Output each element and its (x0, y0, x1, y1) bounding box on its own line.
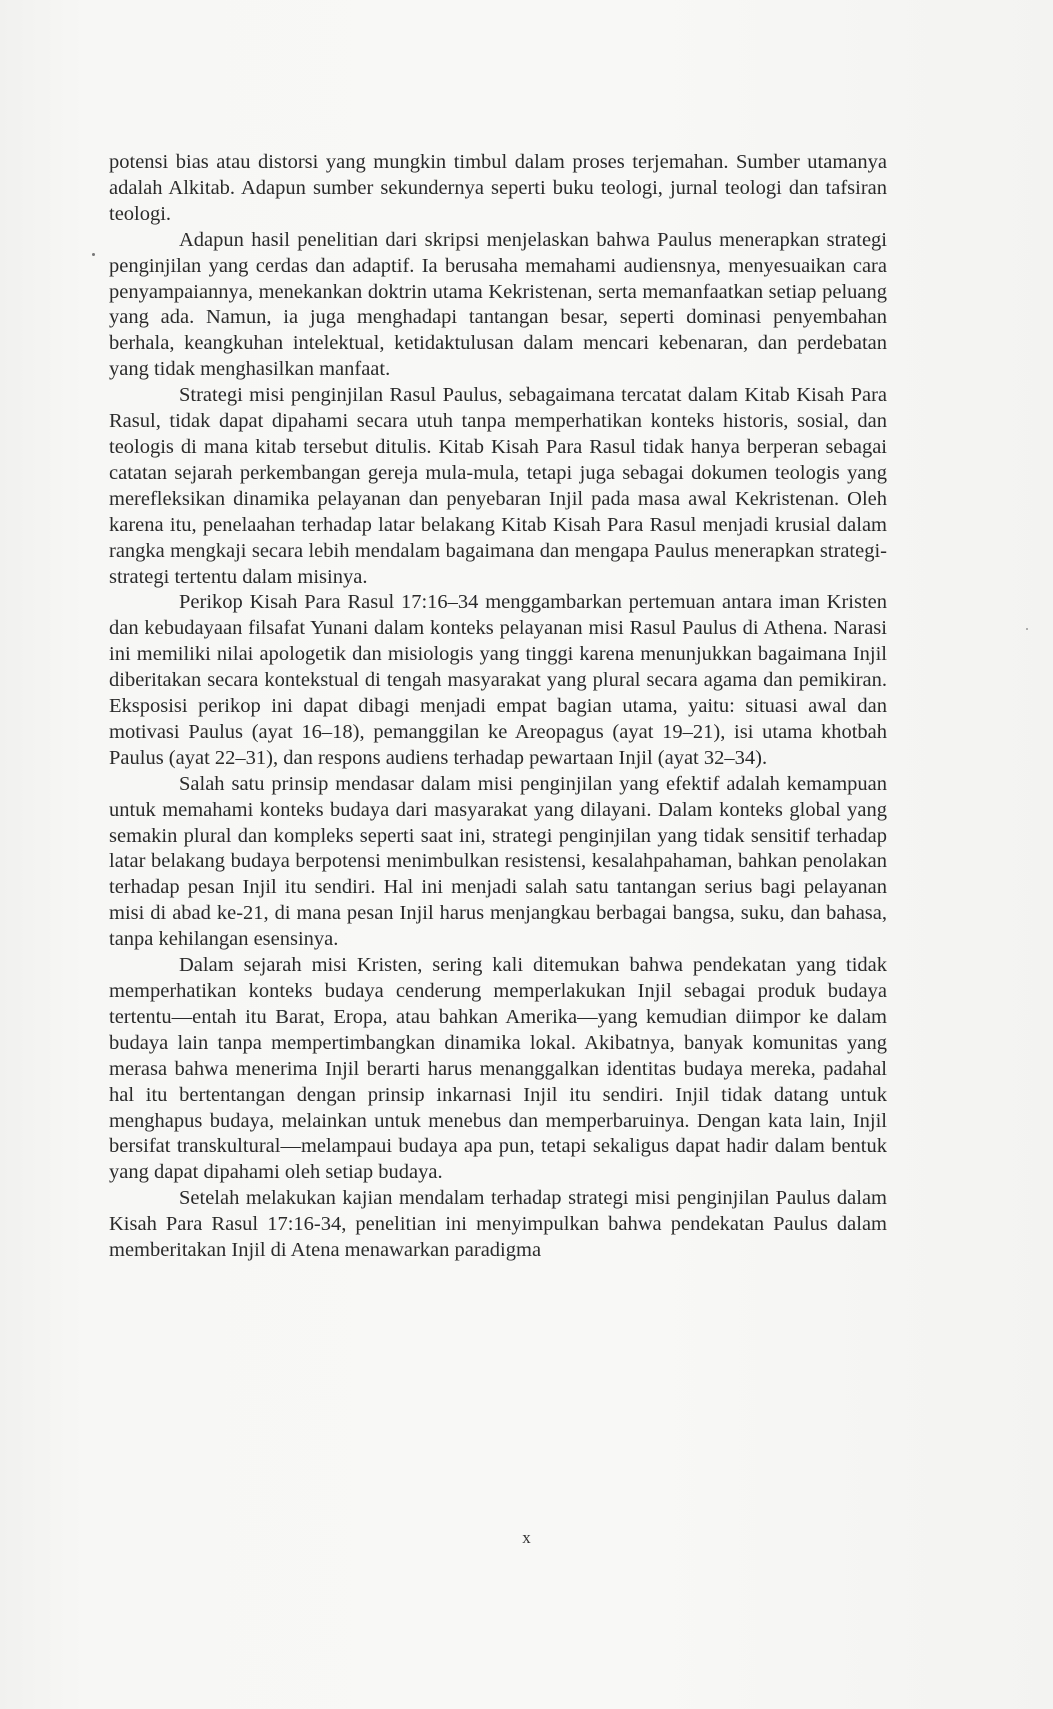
scan-speck (1026, 628, 1028, 630)
page-number: x (522, 1528, 531, 1547)
paragraph-4: Perikop Kisah Para Rasul 17:16–34 menggambarkan pertemuan antara iman Kristen dan kebudayaan filsafat Yunani dalam konteks pelayanan misi Rasul Paulus di Athena. Narasi ini memiliki nilai apologetik dan misiologis yang tinggi karena menunjukkan bagaimana Injil diberitakan secara kontekstual di tengah masyarakat yang plural secara agama dan pemikiran. Eksposisi perikop ini dapat dibagi menjadi empat bagian utama, yaitu: situasi awal dan motivasi Paulus (ayat 16–18), pemanggilan ke Areopagus (ayat 19–21), isi utama khotbah Paulus (ayat 22–31), dan respons audiens terhadap pewartaan Injil (ayat 32–34). (109, 591, 887, 769)
paragraph-7: Setelah melakukan kajian mendalam terhadap strategi misi penginjilan Paulus dalam Kisah Para Rasul 17:16-34, penelitian ini menyimpulkan bahwa pendekatan Paulus dalam memberitakan Injil di Atena menawarkan paradigma (109, 1187, 887, 1262)
paragraph-5: Salah satu prinsip mendasar dalam misi penginjilan yang efektif adalah kemampuan untuk memahami konteks budaya dari masyarakat yang dilayani. Dalam konteks global yang semakin plural dan kompleks seperti saat ini, strategi penginjilan yang tidak sensitif terhadap latar belakang budaya berpotensi menimbulkan resistensi, kesalahpahaman, bahkan penolakan terhadap pesan Injil itu sendiri. Hal ini menjadi salah satu tantangan serius bagi pelayanan misi di abad ke-21, di mana pesan Injil harus menjangkau berbagai bangsa, suku, dan bahasa, tanpa kehilangan esensinya. (109, 772, 887, 951)
paragraph-2: Adapun hasil penelitian dari skripsi menjelaskan bahwa Paulus menerapkan strategi penginjilan yang cerdas dan adaptif. Ia berusaha memahami audiensnya, menyesuaikan cara penyampaiannya, menekankan doktrin utama Kekristenan, serta memanfaatkan setiap peluang yang ada. Namun, ia juga menghadapi tantangan besar, seperti dominasi penyembahan berhala, keangkuhan intelektual, ketidaktulusan dalam mencari kebenaran, dan perdebatan yang tidak menghasilkan manfaat. (109, 228, 887, 381)
paragraph-6: Dalam sejarah misi Kristen, sering kali ditemukan bahwa pendekatan yang tidak memperhatikan konteks budaya cenderung memperlakukan Injil sebagai produk budaya tertentu—entah itu Barat, Eropa, atau bahkan Amerika—yang kemudian diimpor ke dalam budaya lain tanpa mempertimbangkan dinamika lokal. Akibatnya, banyak komunitas yang merasa bahwa menerima Injil berarti harus menanggalkan identitas budaya mereka, padahal hal itu bertentangan dengan prinsip inkarnasi Injil itu sendiri. Injil tidak datang untuk menghapus budaya, melainkan untuk menebus dan memperbaruinya. Dengan kata lain, Injil bersifat transkultural—melampaui budaya apa pun, tetapi sekaligus dapat hadir dalam bentuk yang dapat dipahami oleh setiap budaya. (109, 954, 887, 1184)
paragraph-3: Strategi misi penginjilan Rasul Paulus, sebagaimana tercatat dalam Kitab Kisah Para Rasul, tidak dapat dipahami secara utuh tanpa memperhatikan konteks historis, sosial, dan teologis di mana kitab tersebut ditulis. Kitab Kisah Para Rasul tidak hanya berperan sebagai catatan sejarah perkembangan gereja mula-mula, tetapi juga sebagai dokumen teologis yang merefleksikan dinamika pelayanan dan penyebaran Injil pada masa awal Kekristenan. Oleh karena itu, penelaahan terhadap latar belakang Kitab Kisah Para Rasul menjadi krusial dalam rangka mengkaji secara lebih mendalam bagaimana dan mengapa Paulus menerapkan strategi-strategi tertentu dalam misinya. (109, 384, 887, 588)
paragraph-1: potensi bias atau distorsi yang mungkin timbul dalam proses terjemahan. Sumber utamanya adalah Alkitab. Adapun sumber sekundernya seperti buku teologi, jurnal teologi dan tafsiran teologi. (109, 151, 887, 225)
scan-speck (92, 253, 95, 256)
body-text (109, 150, 887, 1264)
